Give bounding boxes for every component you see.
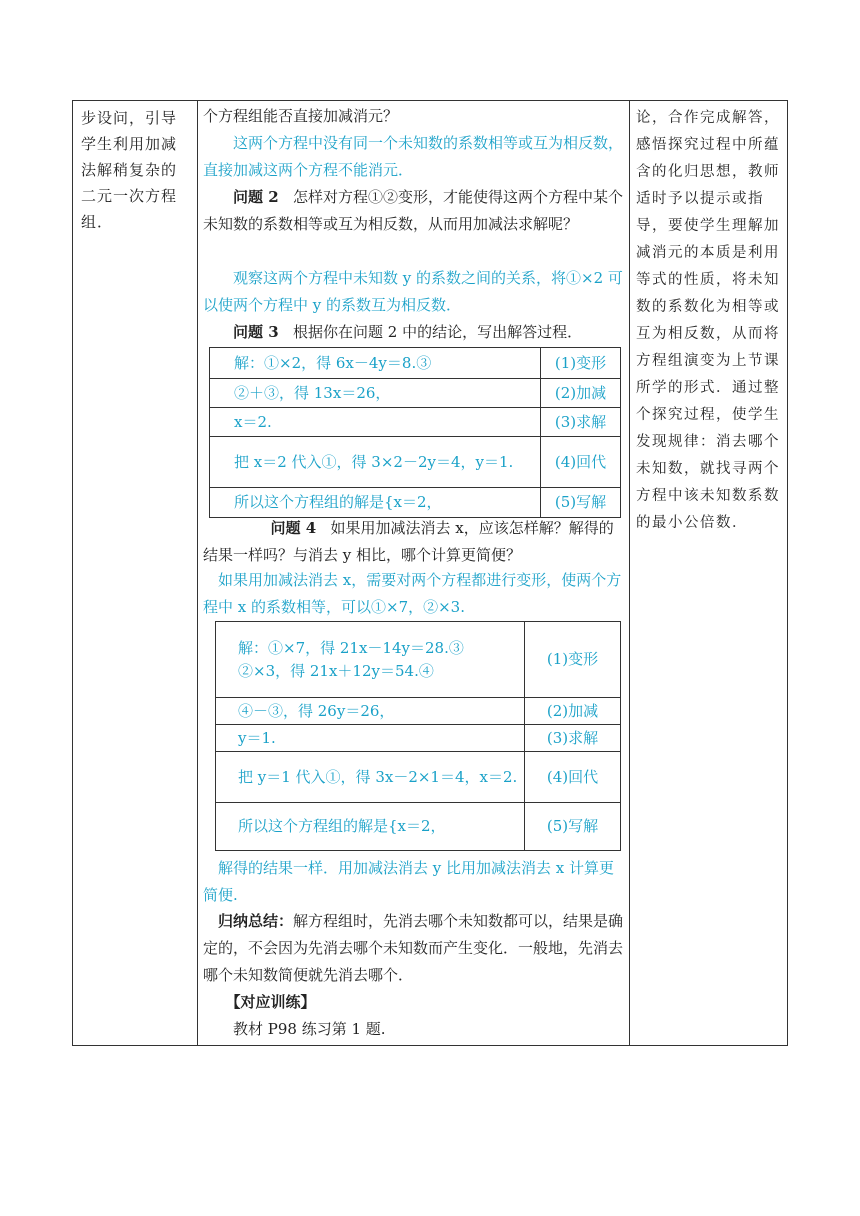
- table-row: 所以这个方程组的解是{x＝2， (5)写解: [216, 803, 621, 851]
- solution-table-2: [215, 621, 621, 851]
- design-intent-column: 步设问，引导学生利用加减法解稍复杂的二元一次方程组．: [81, 109, 178, 231]
- question-2-text: 怎样对方程①②变形，才能使得这两个方程中某个未知数的系数相等或互为相反数，从而用加减法求解呢？: [203, 188, 623, 233]
- intent-description-column: 论，合作完成解答，感悟探究过程中所蕴含的化归思想，教师适时予以提示或指导，要使学生理解加减消元的本质是利用等式的性质，将未知数的系数化为相等或互为相反数，从而将方程组演变为上节课所学的形式．通过整个探究过程，使学生发现规律：消去哪个未知数，就找寻两个方程中该未知数系数的最小公倍数．: [636, 110, 780, 531]
- table-row: ②＋③，得 13x＝26， (2)加减: [210, 379, 621, 408]
- table-row: 所以这个方程组的解是{x＝2， (5)写解: [210, 488, 621, 518]
- question-3-label: 问题 3: [233, 323, 279, 341]
- question-2-label: 问题 2: [233, 188, 279, 206]
- summary-label: 归纳总结：: [218, 912, 294, 930]
- question-4-text: 如果用加减法消去 x，应该怎样解？解得的结果一样吗？与消去 y 相比，哪个计算更简便？: [203, 519, 614, 564]
- answer-4: 如果用加减法消去 x，需要对两个方程都进行变形，使两个方程中 x 的系数相等，可以①×7，②×3.: [203, 571, 622, 616]
- question-3-text: 根据你在问题 2 中的结论，写出解答过程．: [292, 323, 583, 341]
- training-text: 教材 P98 练习第 1 题.: [233, 1020, 386, 1038]
- answer-2: 观察这两个方程中未知数 y 的系数之间的关系，将①×2 可以使两个方程中 y 的系数互为相反数．: [203, 269, 623, 314]
- table-row: 解：①×7，得 21x－14y＝28.③ ②×3，得 21x＋12y＝54.④ (1)变形: [216, 622, 621, 698]
- table-row: 把 x＝2 代入①，得 3×2－2y＝4，y＝1. (4)回代: [210, 437, 621, 488]
- question-4: [203, 515, 627, 569]
- column-divider-right: [629, 101, 630, 1045]
- table-row: x＝2. (3)求解: [210, 408, 621, 437]
- lesson-table: [72, 100, 788, 1046]
- question-3: [203, 319, 627, 346]
- summary-text: 解方程组时，先消去哪个未知数都可以，结果是确定的，不会因为先消去哪个未知数而产生变化．一般地，先消去哪个未知数简便就先消去哪个．: [203, 912, 624, 984]
- summary: [203, 908, 627, 989]
- answer-5: 解得的结果一样．用加减法消去 y 比用加减法消去 x 计算更简便.: [203, 859, 615, 904]
- column-divider-left: [197, 101, 198, 1045]
- solution-table-1: [209, 347, 621, 518]
- question-4-label: 问题 4: [270, 519, 317, 537]
- answer-1: 这两个方程中没有同一个未知数的系数相等或互为相反数，直接加减这两个方程不能消元．: [203, 134, 624, 179]
- table-row: 解：①×2，得 6x－4y＝8.③ (1)变形: [210, 348, 621, 379]
- question-continuation: 个方程组能否直接加减消元？: [203, 107, 399, 125]
- table-row: y＝1. (3)求解: [216, 725, 621, 752]
- table-row: 把 y＝1 代入①，得 3x－2×1＝4，x＝2. (4)回代: [216, 752, 621, 803]
- training-heading: 【对应训练】: [225, 993, 316, 1011]
- question-2: [203, 184, 627, 238]
- table-row: ④－③，得 26y＝26， (2)加减: [216, 698, 621, 725]
